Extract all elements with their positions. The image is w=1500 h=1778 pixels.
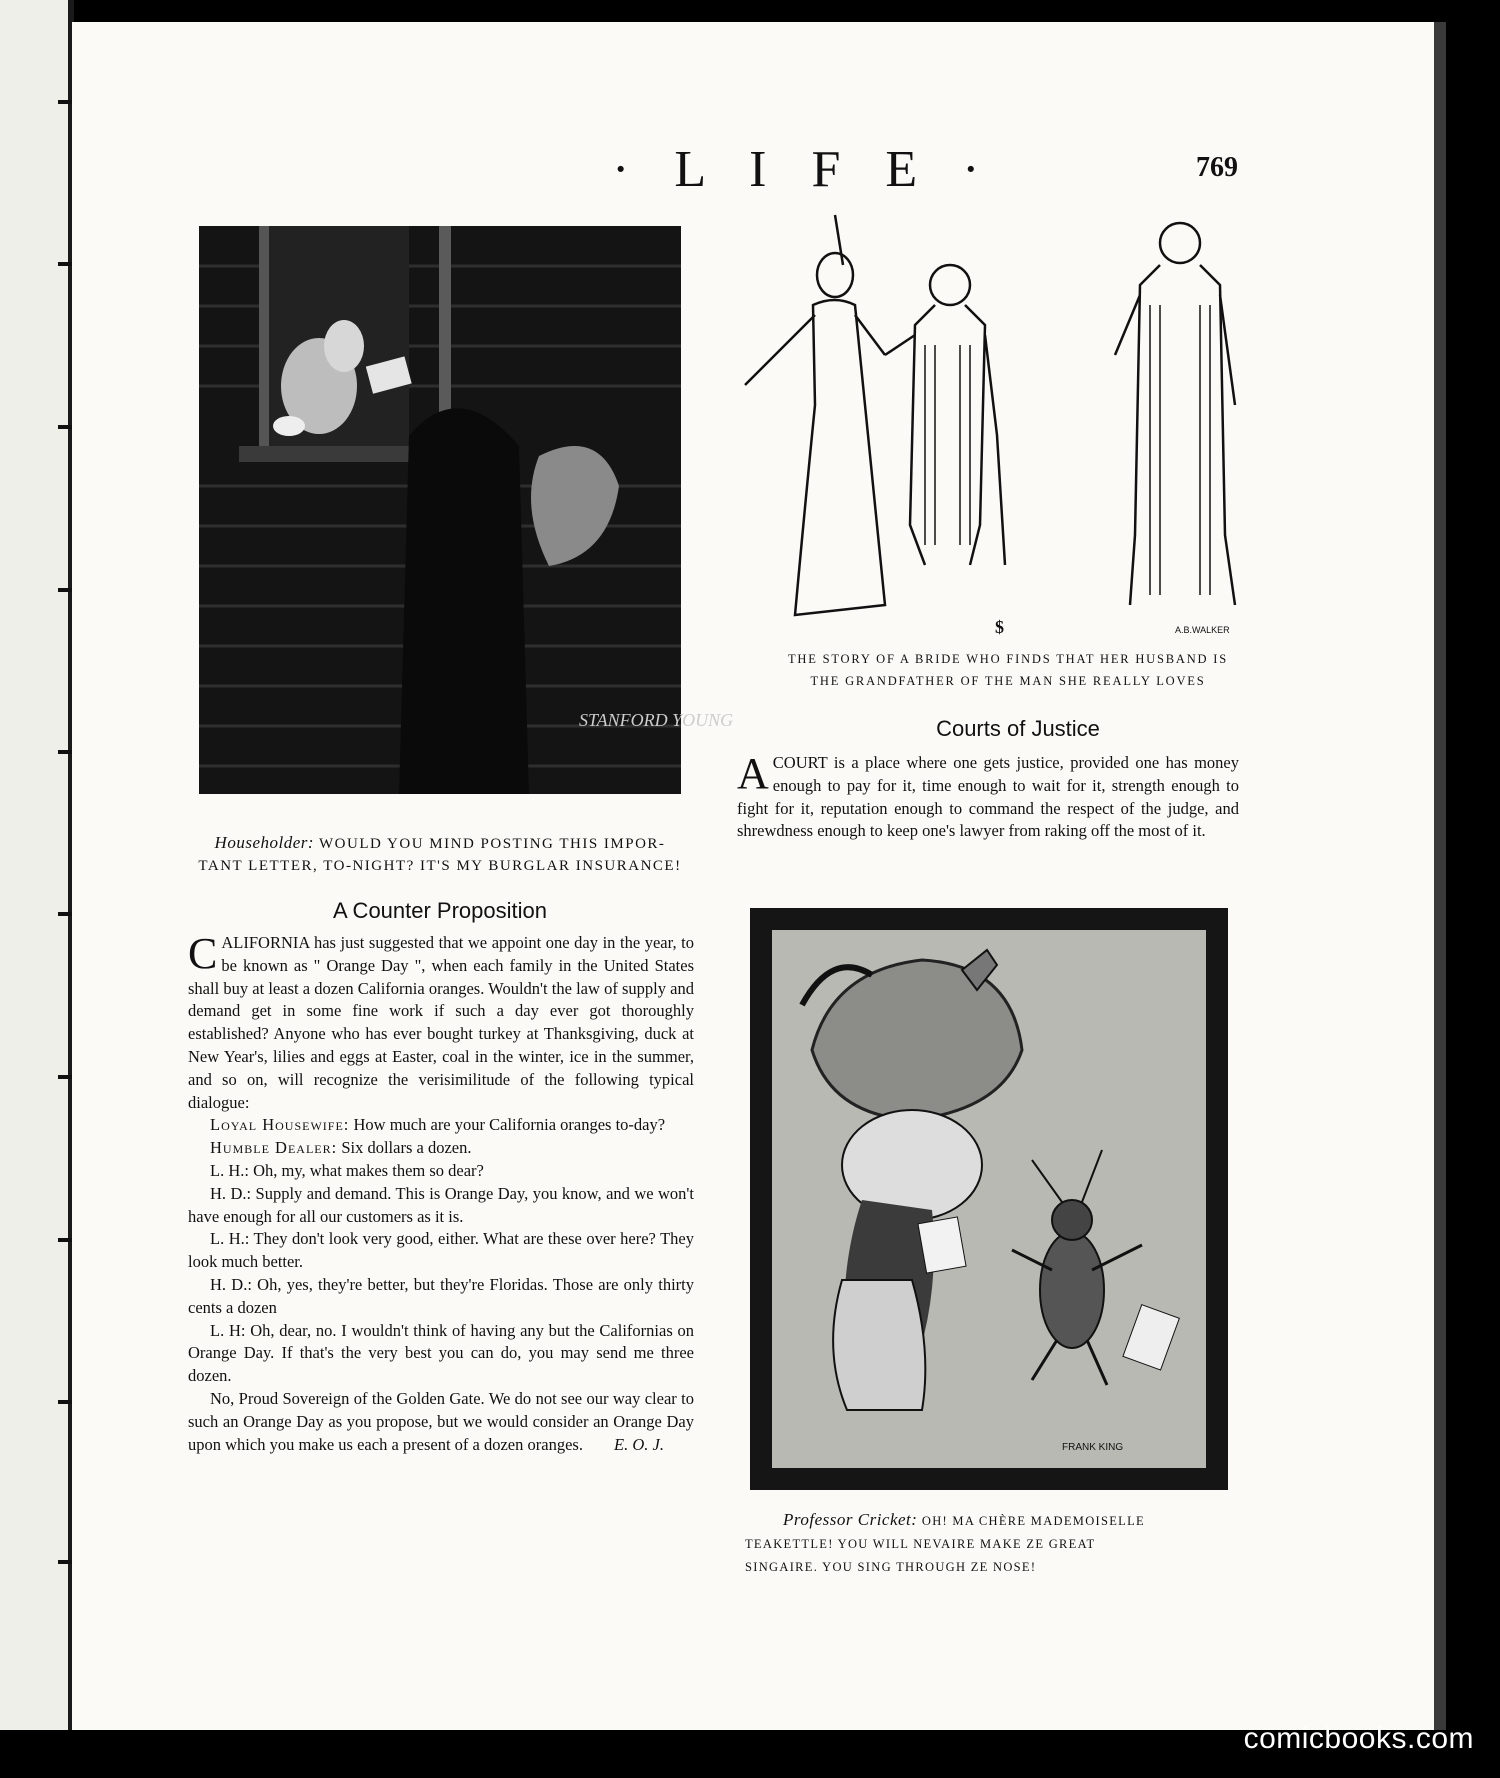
bride-illustration xyxy=(735,205,1295,645)
cricket-caption-line2: TEAKETTLE! YOU WILL NEVAIRE MAKE ZE GREAT xyxy=(745,1537,1096,1551)
caption-text-continued: TANT LETTER, TO-NIGHT? IT'S MY BURGLAR INSURANCE! xyxy=(198,858,682,874)
courts-body: COURT is a place where one gets justice, provided one has money enough to pay for it, time enough to wait for it, strength enough to fight for it, reputation enough to command the respect of the judge, and shrewdness enough to keep one's lawyer from raking off the most of it. xyxy=(737,753,1239,841)
courts-title: Courts of Justice xyxy=(936,716,1100,741)
dialogue-line-6: H. D.: Oh, yes, they're better, but they're Floridas. Those are only thirty cents a dozen xyxy=(188,1274,694,1317)
masthead: · L I F E · xyxy=(612,141,996,198)
bride-caption-line1: THE STORY OF A BRIDE WHO FINDS THAT HER HUSBAND IS xyxy=(787,652,1229,666)
counter-signature: E. O. J. xyxy=(614,1434,664,1454)
dialogue-line-5: L. H.: They don't look very good, either. What are these over here? They look much better. xyxy=(188,1229,694,1272)
courts-article xyxy=(737,749,1239,843)
dialogue-speaker-housewife: Loyal Housewife: xyxy=(210,1115,350,1135)
bride-signature: A.B.WALKER xyxy=(1175,625,1230,635)
bride-caption xyxy=(728,648,1288,692)
night-scene-signature: STANFORD YOUNG xyxy=(579,710,734,730)
bride-mark: $ xyxy=(995,617,1004,637)
page-right-edge xyxy=(1434,22,1446,1730)
dialogue-line-4: H. D.: Supply and demand. This is Orange Day, you know, and we won't have enough for all our customers as it is. xyxy=(188,1183,694,1226)
page-number: 769 xyxy=(1196,152,1238,183)
dialogue-line-3: L. H.: Oh, my, what makes them so dear? xyxy=(210,1160,484,1180)
left-page-edge xyxy=(0,0,72,1778)
night-scene-illustration xyxy=(199,226,734,794)
counter-paragraph-1: ALIFORNIA has just suggested that we appoint one day in the year, to be known as " Orange Day ", when each family in the United States shall buy at least a dozen California oranges. Wouldn't the law of supply and demand get in some fine work if such a day ever got thoroughly established? Anyone who has ever bought turkey at Thanksgiving, duck at New Year's, lilies and eggs at Easter, coal in the winter, ice in the summer, and so on, will recognize the verisimilitude of the following typical dialogue: xyxy=(188,933,694,1112)
counter-article xyxy=(188,929,694,1456)
caption-speaker: Householder: xyxy=(214,833,315,852)
cricket-caption xyxy=(745,1508,1235,1579)
dialogue-line-2: Six dollars a dozen. xyxy=(341,1138,472,1158)
dialogue-line-1: How much are your California oranges to-day? xyxy=(353,1115,666,1135)
counter-final-paragraph: No, Proud Sovereign of the Golden Gate. We do not see our way clear to such an Orange Day as you propose, but we would consider an Orange Day upon which you make us each a present of a dozen oranges. xyxy=(188,1388,694,1454)
householder-caption xyxy=(190,832,690,877)
watermark: comicbooks.com xyxy=(1243,1722,1474,1755)
courts-dropcap: A xyxy=(737,749,769,798)
caption-text: WOULD YOU MIND POSTING THIS IMPOR- xyxy=(319,836,666,852)
cricket-caption-speaker: Professor Cricket: xyxy=(783,1510,918,1529)
cricket-caption-line3: SINGAIRE. YOU SING THROUGH ZE NOSE! xyxy=(745,1560,1037,1574)
bride-caption-line2: THE GRANDFATHER OF THE MAN SHE REALLY LOVES xyxy=(810,674,1206,688)
cricket-caption-line1: OH! MA CHÈRE MADEMOISELLE xyxy=(921,1514,1145,1528)
cricket-illustration xyxy=(750,908,1228,1490)
dialogue-speaker-dealer: Humble Dealer: xyxy=(210,1138,338,1158)
cricket-signature: FRANK KING xyxy=(1062,1442,1124,1453)
counter-title: A Counter Proposition xyxy=(332,898,548,923)
dialogue-line-7: L. H: Oh, dear, no. I wouldn't think of having any but the Californias on Orange Day. If that's the very best you can do, you may send me three dozen. xyxy=(188,1320,694,1386)
counter-dropcap: C xyxy=(188,929,218,978)
